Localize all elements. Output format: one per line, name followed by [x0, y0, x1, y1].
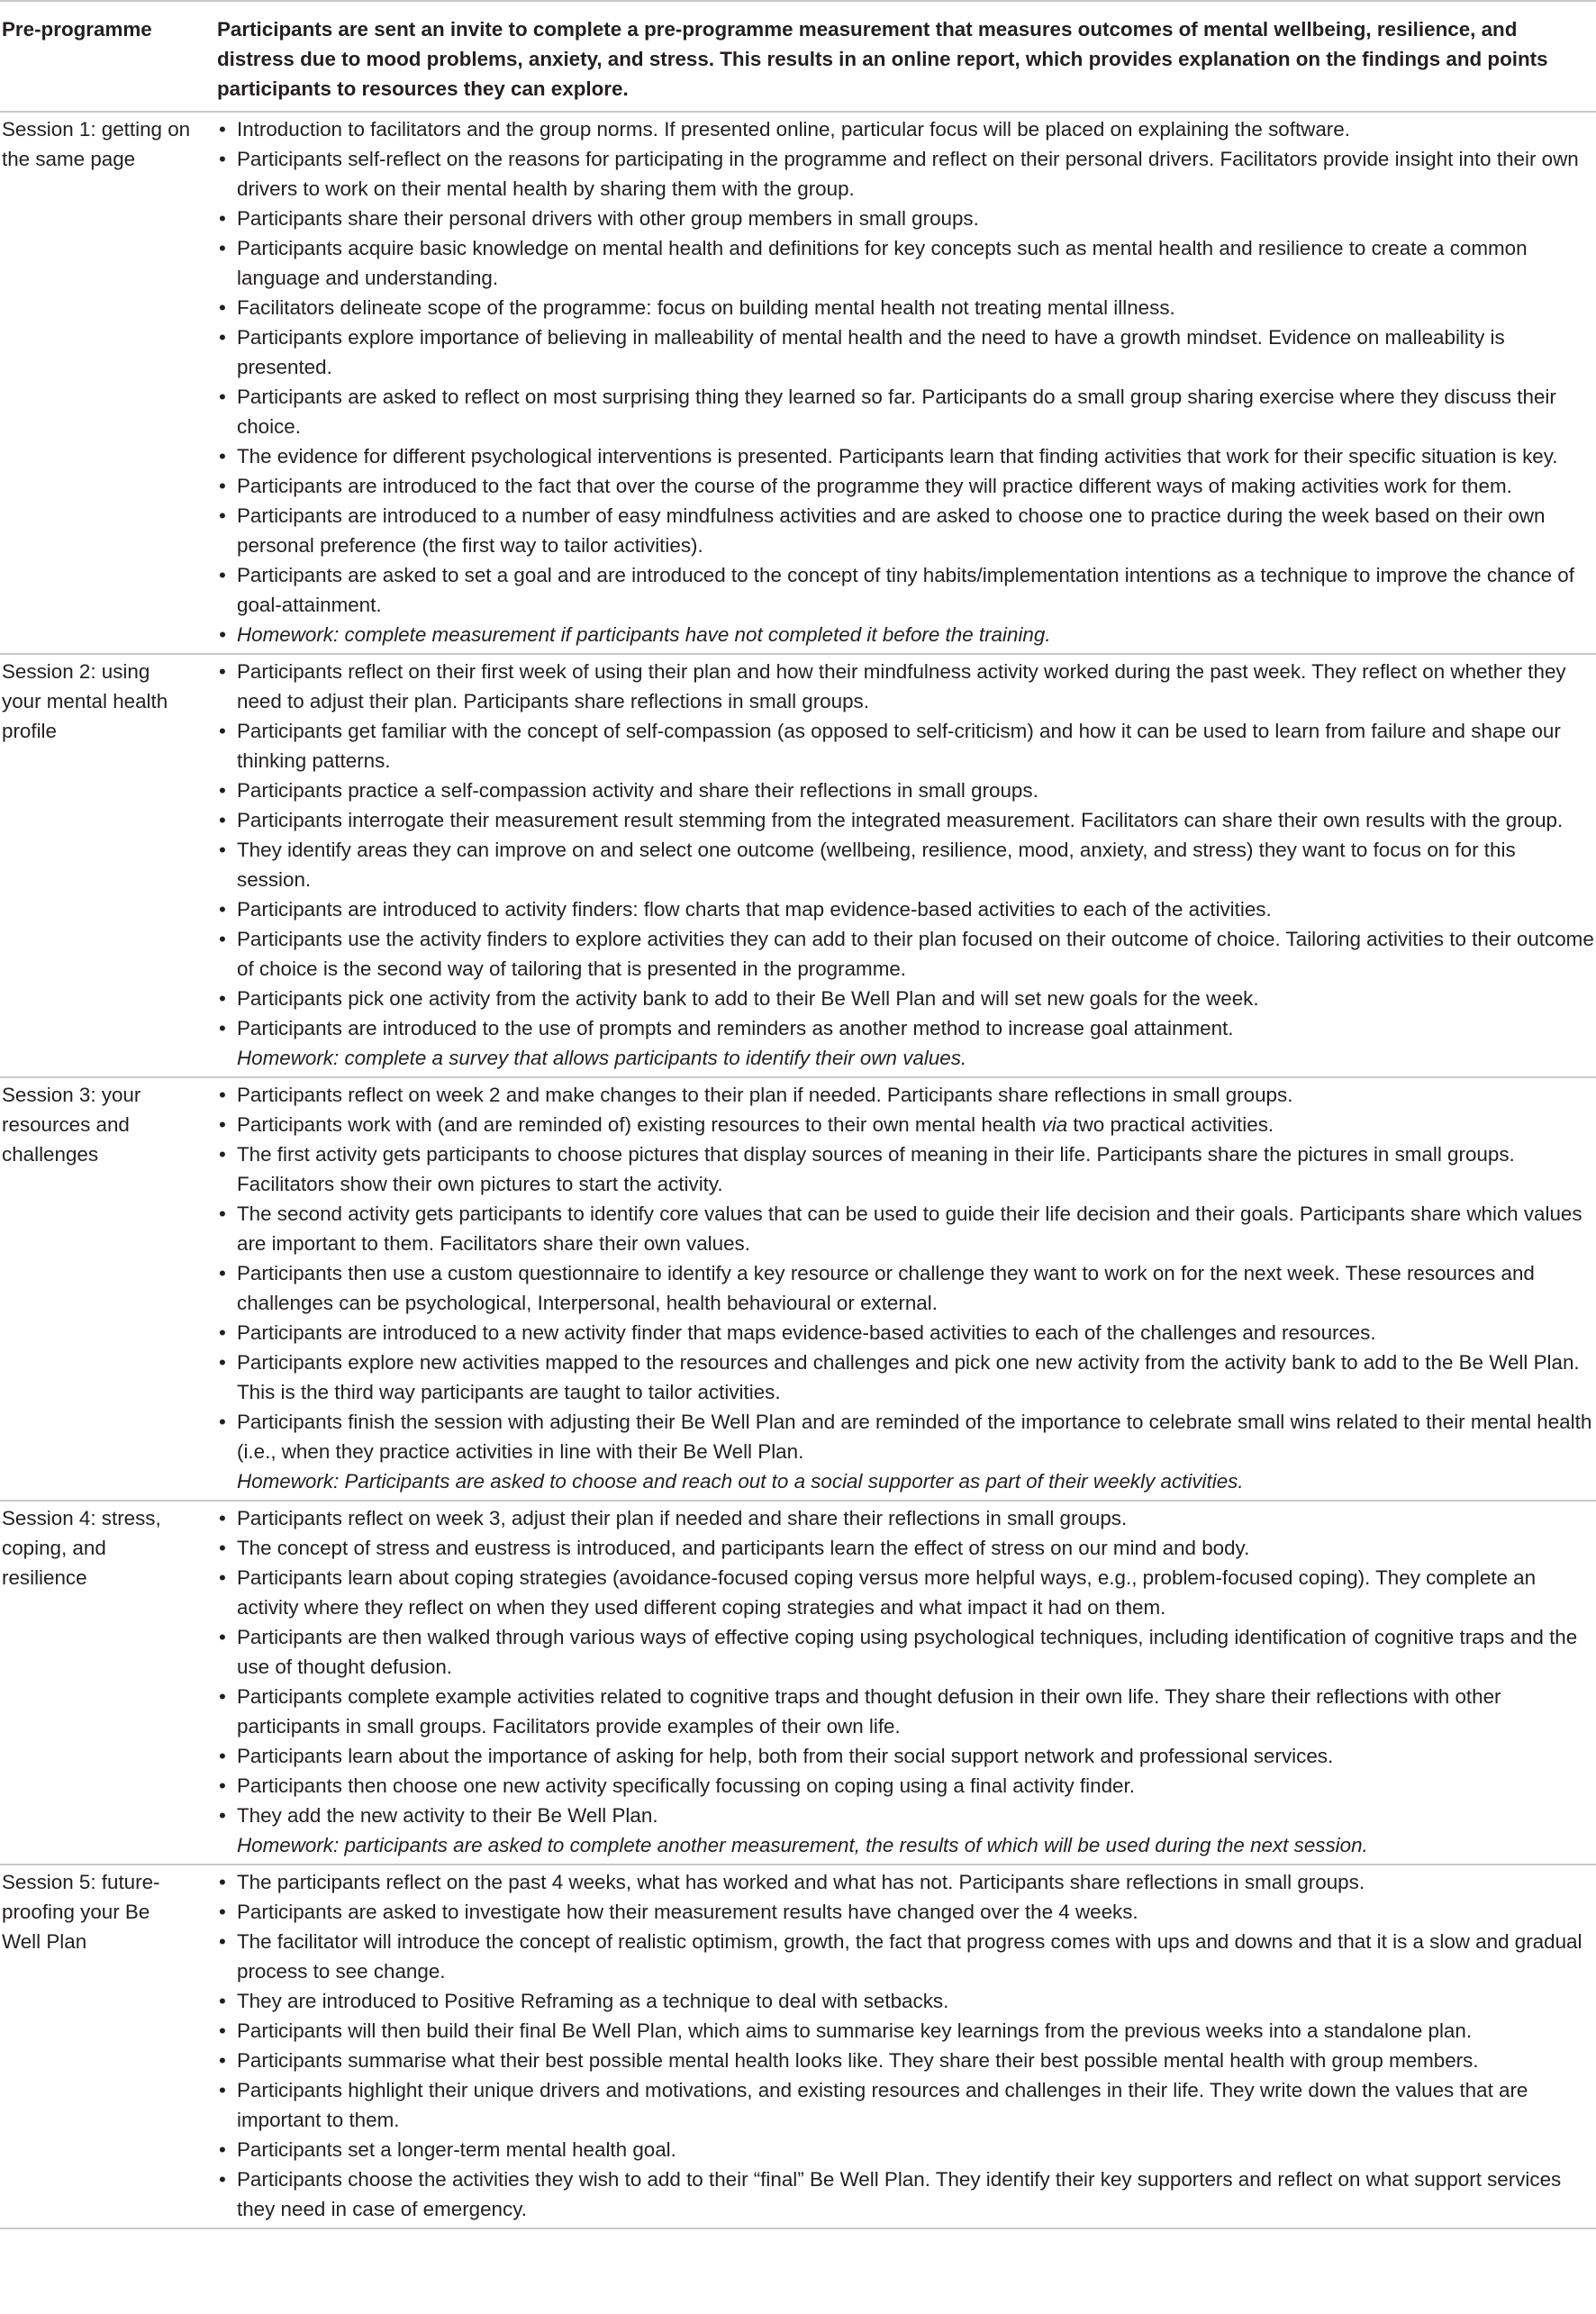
- item-text: Participants reflect on week 3, adjust their plan if needed and share their reflections in small groups.: [237, 1507, 1128, 1529]
- list-item: [217, 1199, 1594, 1258]
- session-item-list: [217, 1867, 1594, 2224]
- item-text: They are introduced to Positive Reframing as a technique to deal with setbacks.: [237, 1990, 949, 2012]
- list-item: [217, 1771, 1594, 1801]
- item-text: The evidence for different psychological interventions is presented. Participants learn that finding activities that work for their specific situation is key.: [237, 445, 1558, 467]
- list-item: [217, 1986, 1594, 2016]
- list-item: [217, 233, 1594, 293]
- session-item-list: [217, 1080, 1594, 1496]
- item-text: Participants share their personal drivers with other group members in small groups.: [237, 207, 979, 230]
- list-item: [217, 2046, 1594, 2075]
- homework-item: [217, 1830, 1594, 1860]
- pre-programme-text: Participants are sent an invite to complete a pre-programme measurement that measures outcomes of mental wellbeing, resilience, and distress due to mood problems, anxiety, and stress. This results in an online report, which provides explanation on the findings and points participants to resources they can explore.: [200, 1, 1596, 112]
- item-text: Participants are introduced to the fact that over the course of the programme they will practice different ways of making activities work for them.: [237, 475, 1512, 497]
- item-text: Participants get familiar with the concept of self-compassion (as opposed to self-criticism) and how it can be used to learn from failure and shape our thinking patterns.: [237, 720, 1561, 772]
- item-text: Participants acquire basic knowledge on mental health and definitions for key concepts such as mental health and resilience to create a common language and understanding.: [237, 237, 1528, 289]
- session-row: [0, 112, 1596, 654]
- list-item: [217, 924, 1594, 984]
- pre-programme-label: Pre-programme: [0, 1, 200, 112]
- list-item: [217, 776, 1594, 805]
- item-text-emphasis: via: [1041, 1113, 1068, 1136]
- item-text: Participants choose the activities they wish to add to their “final” Be Well Plan. They identify their key supporters and reflect on what support services they need in case of emergency.: [237, 2168, 1562, 2220]
- session-row: [0, 1865, 1596, 2228]
- list-item: [217, 560, 1594, 620]
- list-item: [217, 716, 1594, 776]
- item-text: Participants learn about coping strategies (avoidance-focused coping versus more helpful ways, e.g., problem-focused coping). They complete an activity where they reflect on when they used different coping strategies and what impact it had on them.: [237, 1566, 1537, 1619]
- item-text: They identify areas they can improve on and select one outcome (wellbeing, resilience, mood, anxiety, and stress) they want to focus on for this session.: [237, 839, 1516, 891]
- session-row: [0, 1501, 1596, 1865]
- list-item: [217, 894, 1594, 924]
- list-item: [217, 1318, 1594, 1348]
- item-text: Participants are asked to set a goal and are introduced to the concept of tiny habits/implementation intentions as a technique to improve the chance of goal-attainment.: [237, 564, 1574, 616]
- list-item: [217, 2164, 1594, 2224]
- list-item: [217, 204, 1594, 233]
- item-text: Participants use the activity finders to explore activities they can add to their plan focused on their outcome of choice. Tailoring activities to their outcome of choice is the second way of tailoring that is presented in the programme.: [237, 928, 1594, 980]
- list-item: [217, 1563, 1594, 1622]
- item-text: Participants pick one activity from the activity bank to add to their Be Well Plan and will set new goals for the week.: [237, 987, 1259, 1010]
- item-text: Participants will then build their final Be Well Plan, which aims to summarise key learnings from the previous weeks into a standalone plan.: [237, 2019, 1473, 2042]
- list-item: [217, 1927, 1594, 1986]
- homework-item: [217, 1466, 1594, 1496]
- item-text: Participants complete example activities related to cognitive traps and thought defusion in their own life. They share their reflections with other participants in small groups. Facilitators provide examples of their own life.: [237, 1685, 1501, 1738]
- session-content: [200, 1501, 1596, 1865]
- list-item: [217, 144, 1594, 204]
- item-text: Facilitators delineate scope of the programme: focus on building mental health not treating mental illness.: [237, 296, 1175, 319]
- item-text: Participants explore importance of believing in malleability of mental health and the need to have a growth mindset. Evidence on malleability is presented.: [237, 326, 1505, 378]
- list-item: [217, 441, 1594, 471]
- pre-programme-row: [0, 1, 1596, 112]
- item-text: Participants finish the session with adjusting their Be Well Plan and are reminded of the importance to celebrate small wins related to their mental health (i.e., when they practice activities in line with their Be Well Plan.: [237, 1411, 1592, 1463]
- session-content: [200, 112, 1596, 654]
- item-text: The first activity gets participants to choose pictures that display sources of meaning in their life. Participants share the pictures in small groups. Facilitators show their own pictures to start the activity.: [237, 1143, 1515, 1195]
- session-content: [200, 1077, 1596, 1501]
- list-item: [217, 2075, 1594, 2135]
- list-item: [217, 1801, 1594, 1830]
- item-text: Homework: Participants are asked to choose and reach out to a social supporter as part of their weekly activities.: [237, 1470, 1244, 1493]
- item-text: Participants summarise what their best possible mental health looks like. They share their best possible mental health with group members.: [237, 2049, 1479, 2072]
- item-text: The second activity gets participants to identify core values that can be used to guide their life decision and their goals. Participants share which values are important to them. Facilitators share their own values.: [237, 1202, 1582, 1255]
- list-item: [217, 1348, 1594, 1407]
- session-row: [0, 654, 1596, 1077]
- item-text: Participants are introduced to the use of prompts and reminders as another method to increase goal attainment.: [237, 1017, 1234, 1039]
- session-label: Session 5: future-proofing your Be Well Plan: [0, 1865, 200, 2228]
- item-text: The participants reflect on the past 4 weeks, what has worked and what has not. Participants share reflections in small groups.: [237, 1871, 1365, 1893]
- session-row: [0, 1077, 1596, 1501]
- item-text: Participants set a longer-term mental health goal.: [237, 2138, 676, 2161]
- item-text: Participants are asked to reflect on most surprising thing they learned so far. Participants do a small group sharing exercise where they discuss their choice.: [237, 386, 1556, 438]
- list-item: [217, 984, 1594, 1013]
- list-item: [217, 471, 1594, 501]
- list-item: [217, 805, 1594, 835]
- item-text: Participants explore new activities mapped to the resources and challenges and pick one new activity from the activity bank to add to the Be Well Plan. This is the third way participants are taught to tailor activities.: [237, 1351, 1580, 1403]
- list-item: [217, 322, 1594, 382]
- list-item: [217, 1682, 1594, 1741]
- item-text: Introduction to facilitators and the group norms. If presented online, particular focus will be placed on explaining the software.: [237, 118, 1350, 141]
- list-item: [217, 114, 1594, 144]
- session-item-list: [217, 657, 1594, 1073]
- list-item: [217, 1407, 1594, 1466]
- list-item: [217, 293, 1594, 322]
- list-item: [217, 1110, 1594, 1139]
- list-item: [217, 1503, 1594, 1533]
- homework-item: [217, 620, 1594, 649]
- item-text: The facilitator will introduce the concept of realistic optimism, growth, the fact that progress comes with ups and downs and that it is a slow and gradual process to see change.: [237, 1930, 1582, 1983]
- item-text: Participants are introduced to activity finders: flow charts that map evidence-based activities to each of the activities.: [237, 898, 1272, 921]
- list-item: [217, 501, 1594, 560]
- list-item: [217, 1139, 1594, 1199]
- list-item: [217, 1013, 1594, 1043]
- list-item: [217, 835, 1594, 894]
- item-text: Participants interrogate their measurement result stemming from the integrated measurement. Facilitators can share their own results with the group.: [237, 809, 1564, 831]
- item-text: Participants are then walked through various ways of effective coping using psychological techniques, including identification of cognitive traps and the use of thought defusion.: [237, 1626, 1578, 1678]
- list-item: [217, 1867, 1594, 1897]
- item-text: Participants reflect on week 2 and make changes to their plan if needed. Participants share reflections in small groups.: [237, 1084, 1293, 1106]
- session-content: [200, 654, 1596, 1077]
- list-item: [217, 1741, 1594, 1771]
- list-item: [217, 1533, 1594, 1563]
- item-text: Participants are introduced to a number of easy mindfulness activities and are asked to choose one to practice during the week based on their own personal preference (the first way to tailor activities).: [237, 504, 1546, 557]
- list-item: [217, 1258, 1594, 1318]
- session-item-list: [217, 114, 1594, 649]
- homework-item: [217, 1043, 1594, 1073]
- item-text: Participants highlight their unique drivers and motivations, and existing resources and challenges in their life. They write down the values that are important to them.: [237, 2079, 1528, 2131]
- session-label: Session 4: stress, coping, and resilience: [0, 1501, 200, 1865]
- item-text-start: Participants work with (and are reminded of) existing resources to their own mental health: [237, 1113, 1042, 1136]
- item-text: Participants then use a custom questionnaire to identify a key resource or challenge they want to work on for the next week. These resources and challenges can be psychological, Interpersonal, health behavioural or external.: [237, 1262, 1535, 1314]
- item-text: Participants practice a self-compassion activity and share their reflections in small groups.: [237, 779, 1038, 802]
- item-text: Participants then choose one new activity specifically focussing on coping using a final activity finder.: [237, 1774, 1135, 1797]
- list-item: [217, 2016, 1594, 2046]
- item-text: Participants self-reflect on the reasons for participating in the programme and reflect on their personal drivers. Facilitators provide insight into their own drivers to work on their mental health by sharing them with the group.: [237, 148, 1579, 200]
- session-label: Session 1: getting on the same page: [0, 112, 200, 654]
- item-text: The concept of stress and eustress is introduced, and participants learn the effect of stress on our mind and body.: [237, 1537, 1250, 1559]
- item-text: Participants are introduced to a new activity finder that maps evidence-based activities to each of the challenges and resources.: [237, 1321, 1376, 1344]
- session-label: Session 3: your resources and challenges: [0, 1077, 200, 1501]
- item-text-end: two practical activities.: [1067, 1113, 1274, 1136]
- list-item: [217, 1622, 1594, 1682]
- item-text: Participants learn about the importance of asking for help, both from their social support network and professional services.: [237, 1745, 1334, 1767]
- list-item: [217, 2135, 1594, 2164]
- list-item: [217, 657, 1594, 716]
- list-item: [217, 1080, 1594, 1110]
- item-text: Homework: complete measurement if participants have not completed it before the training.: [237, 623, 1051, 646]
- item-text: They add the new activity to their Be Well Plan.: [237, 1804, 658, 1827]
- item-text: Homework: participants are asked to complete another measurement, the results of which will be used during the next session.: [237, 1834, 1368, 1856]
- list-item: [217, 1897, 1594, 1927]
- session-label: Session 2: using your mental health profile: [0, 654, 200, 1077]
- session-item-list: [217, 1503, 1594, 1860]
- item-text: Homework: complete a survey that allows participants to identify their own values.: [237, 1047, 967, 1069]
- item-text: Participants reflect on their first week of using their plan and how their mindfulness activity worked during the past week. They reflect on whether they need to adjust their plan. Participants share reflections in small groups.: [237, 660, 1566, 712]
- session-content: [200, 1865, 1596, 2228]
- item-text: Participants are asked to investigate how their measurement results have changed over the 4 weeks.: [237, 1901, 1138, 1923]
- list-item: [217, 382, 1594, 441]
